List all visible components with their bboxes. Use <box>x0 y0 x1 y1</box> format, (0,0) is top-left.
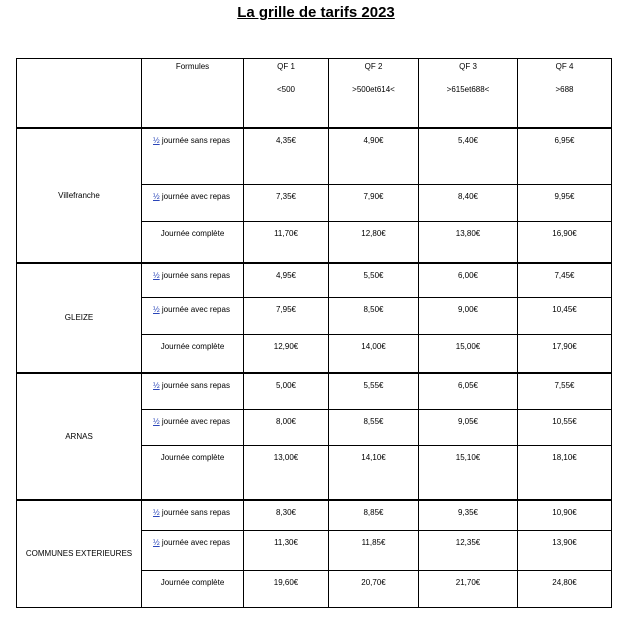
formula-label: journée avec repas <box>159 305 230 314</box>
price-cell-qf1: 7,35€ <box>244 185 329 222</box>
price-cell-qf3: 5,40€ <box>419 128 518 185</box>
formula-label: journée sans repas <box>159 380 230 390</box>
formula-label: journée avec repas <box>159 417 230 426</box>
half-symbol: ½ <box>153 192 160 201</box>
formula-full-day: Journée complète <box>142 335 244 373</box>
formula-full-day: Journée complète <box>142 446 244 500</box>
price-cell-qf4: 24,80€ <box>518 571 612 608</box>
half-symbol: ½ <box>153 305 160 314</box>
qf4-range: >688 <box>555 85 574 94</box>
price-cell-qf4: 13,90€ <box>518 531 612 571</box>
price-cell-qf1: 19,60€ <box>244 571 329 608</box>
price-cell-qf2: 8,85€ <box>329 500 419 531</box>
qf4-label: QF 4 <box>555 62 574 71</box>
formula-half-day-no-meal <box>142 373 244 410</box>
price-cell-qf4: 6,95€ <box>518 128 612 185</box>
table-row <box>17 263 612 298</box>
formula-half-day-no-meal <box>142 128 244 185</box>
price-cell-qf4: 18,10€ <box>518 446 612 500</box>
half-symbol: ½ <box>153 135 160 145</box>
table-row <box>17 500 612 531</box>
price-cell-qf2: 12,80€ <box>329 222 419 263</box>
price-cell-qf1: 13,00€ <box>244 446 329 500</box>
half-symbol: ½ <box>153 380 160 390</box>
price-cell-qf2: 8,55€ <box>329 410 419 446</box>
half-symbol: ½ <box>153 538 160 547</box>
price-cell-qf3: 15,00€ <box>419 335 518 373</box>
header-row <box>17 59 612 128</box>
header-qf1 <box>244 59 329 128</box>
price-cell-qf1: 11,30€ <box>244 531 329 571</box>
price-cell-qf1: 4,95€ <box>244 263 329 298</box>
qf2-label: QF 2 <box>364 62 383 71</box>
price-cell-qf4: 17,90€ <box>518 335 612 373</box>
commune-name: COMMUNES EXTERIEURES <box>17 500 142 608</box>
formula-label: journée sans repas <box>159 270 230 280</box>
header-qf3 <box>419 59 518 128</box>
formula-half-day-with-meal <box>142 298 244 335</box>
price-cell-qf3: 12,35€ <box>419 531 518 571</box>
qf1-range: <500 <box>276 85 296 94</box>
price-cell-qf2: 14,00€ <box>329 335 419 373</box>
price-cell-qf4: 10,55€ <box>518 410 612 446</box>
price-cell-qf2: 8,50€ <box>329 298 419 335</box>
price-cell-qf3: 21,70€ <box>419 571 518 608</box>
qf3-label: QF 3 <box>459 62 477 71</box>
price-cell-qf2: 11,85€ <box>329 531 419 571</box>
formula-half-day-no-meal <box>142 263 244 298</box>
price-cell-qf4: 10,45€ <box>518 298 612 335</box>
header-qf4 <box>518 59 612 128</box>
header-corner-cell <box>17 59 142 128</box>
price-cell-qf2: 4,90€ <box>329 128 419 185</box>
price-cell-qf3: 9,05€ <box>419 410 518 446</box>
tariff-table <box>16 58 612 608</box>
price-cell-qf1: 11,70€ <box>244 222 329 263</box>
table-row <box>17 373 612 410</box>
price-cell-qf3: 9,00€ <box>419 298 518 335</box>
header-qf2 <box>329 59 419 128</box>
formules-label: Formules <box>175 62 210 71</box>
price-cell-qf3: 6,00€ <box>419 263 518 298</box>
price-cell-qf3: 15,10€ <box>419 446 518 500</box>
formula-half-day-with-meal <box>142 410 244 446</box>
price-cell-qf1: 8,30€ <box>244 500 329 531</box>
price-cell-qf2: 7,90€ <box>329 185 419 222</box>
price-cell-qf1: 7,95€ <box>244 298 329 335</box>
qf1-label: QF 1 <box>277 62 295 71</box>
price-cell-qf3: 8,40€ <box>419 185 518 222</box>
formula-label: journée avec repas <box>159 538 230 547</box>
table-row <box>17 128 612 185</box>
commune-name: GLEIZE <box>17 263 142 373</box>
price-cell-qf2: 5,50€ <box>329 263 419 298</box>
formula-full-day: Journée complète <box>142 571 244 608</box>
half-symbol: ½ <box>153 417 160 426</box>
price-cell-qf4: 10,90€ <box>518 500 612 531</box>
header-formules <box>142 59 244 128</box>
price-cell-qf4: 7,55€ <box>518 373 612 410</box>
qf2-range: >500et614< <box>352 85 395 94</box>
price-cell-qf2: 20,70€ <box>329 571 419 608</box>
qf3-range: >615et688< <box>446 85 490 94</box>
price-cell-qf1: 4,35€ <box>244 128 329 185</box>
formula-half-day-with-meal <box>142 531 244 571</box>
price-cell-qf3: 13,80€ <box>419 222 518 263</box>
commune-name: ARNAS <box>17 373 142 500</box>
formula-full-day: Journée complète <box>142 222 244 263</box>
half-symbol: ½ <box>153 270 160 280</box>
formula-half-day-no-meal <box>142 500 244 531</box>
price-cell-qf1: 5,00€ <box>244 373 329 410</box>
commune-name: Villefranche <box>17 128 142 263</box>
price-cell-qf1: 8,00€ <box>244 410 329 446</box>
formula-half-day-with-meal <box>142 185 244 222</box>
price-cell-qf1: 12,90€ <box>244 335 329 373</box>
price-cell-qf2: 14,10€ <box>329 446 419 500</box>
formula-label: journée avec repas <box>159 192 230 201</box>
price-cell-qf3: 6,05€ <box>419 373 518 410</box>
formula-label: journée sans repas <box>159 135 230 145</box>
price-cell-qf4: 16,90€ <box>518 222 612 263</box>
price-cell-qf3: 9,35€ <box>419 500 518 531</box>
price-cell-qf4: 9,95€ <box>518 185 612 222</box>
price-cell-qf4: 7,45€ <box>518 263 612 298</box>
page-title: La grille de tarifs 2023 <box>237 4 395 21</box>
half-symbol: ½ <box>153 507 160 517</box>
price-cell-qf2: 5,55€ <box>329 373 419 410</box>
formula-label: journée sans repas <box>159 507 230 517</box>
